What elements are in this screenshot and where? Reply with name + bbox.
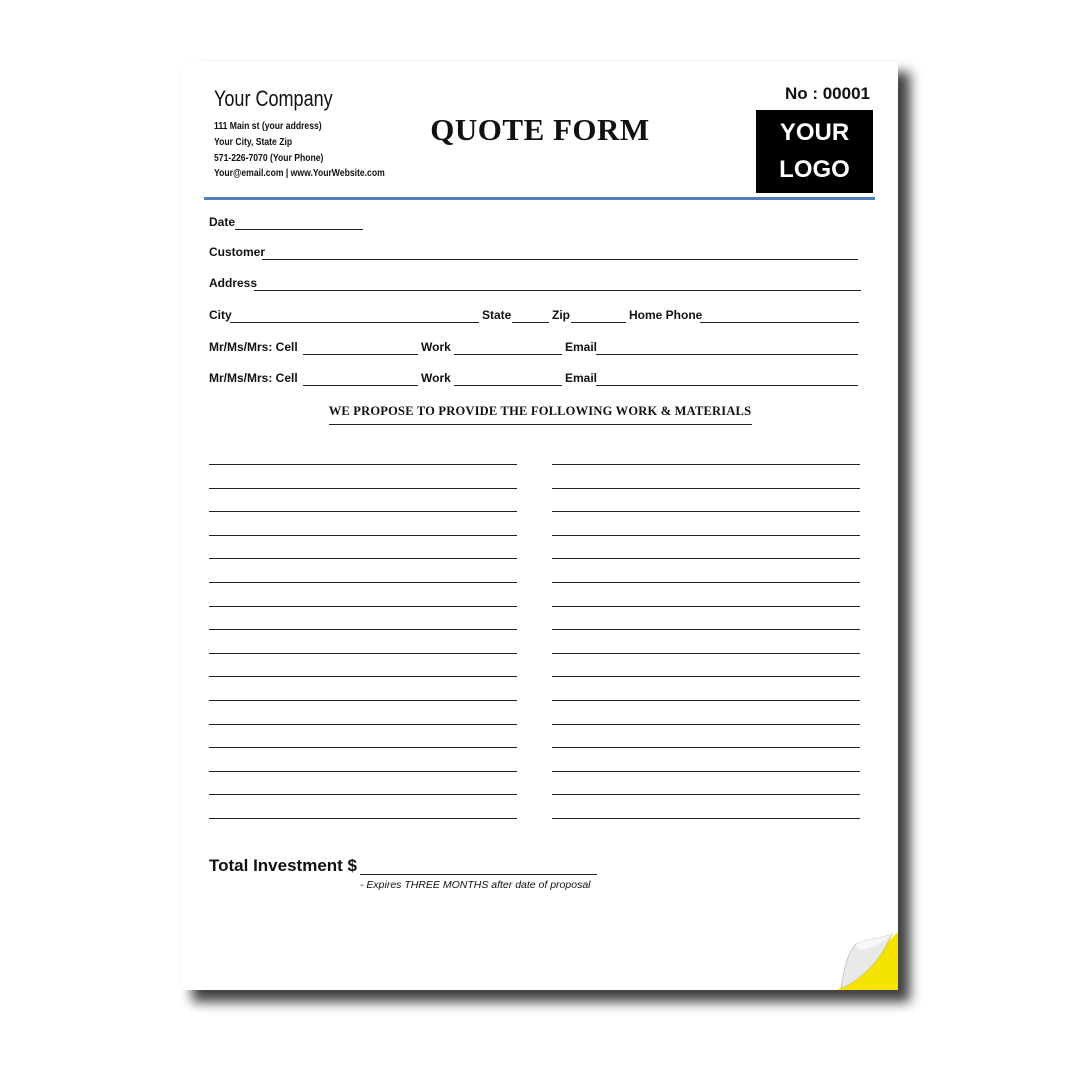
work-line-right[interactable]	[552, 488, 860, 489]
work-field-1[interactable]	[454, 354, 562, 355]
cell-label-2: Mr/Ms/Mrs: Cell	[209, 371, 298, 385]
work-line-right[interactable]	[552, 676, 860, 677]
work-line-right[interactable]	[552, 771, 860, 772]
address-field[interactable]	[254, 290, 861, 291]
state-field[interactable]	[512, 322, 549, 323]
work-line-left[interactable]	[209, 606, 517, 607]
work-line-right[interactable]	[552, 653, 860, 654]
work-materials-lines	[182, 62, 898, 990]
customer-label: Customer	[209, 245, 266, 259]
work-line-left[interactable]	[209, 535, 517, 536]
email-field-1[interactable]	[596, 354, 858, 355]
work-line-right[interactable]	[552, 818, 860, 819]
cell-label-1: Mr/Ms/Mrs: Cell	[209, 340, 298, 354]
company-city: Your City, State Zip	[214, 136, 293, 148]
company-contact: Your@email.com | www.YourWebsite.com	[214, 167, 385, 179]
work-line-right[interactable]	[552, 511, 860, 512]
proposal-heading: WE PROPOSE TO PROVIDE THE FOLLOWING WORK & MATERIALS	[328, 404, 752, 418]
cell-field-1[interactable]	[303, 354, 418, 355]
logo-text-line1: YOUR	[779, 119, 850, 146]
work-line-right[interactable]	[552, 747, 860, 748]
email-label-1: Email	[565, 340, 598, 354]
home-phone-label: Home Phone	[629, 308, 703, 322]
work-line-left[interactable]	[209, 464, 517, 465]
work-line-left[interactable]	[209, 676, 517, 677]
page-curl-corner	[838, 932, 898, 990]
total-investment-label: Total Investment $	[209, 856, 357, 875]
work-line-right[interactable]	[552, 535, 860, 536]
work-line-left[interactable]	[209, 794, 517, 795]
work-line-left[interactable]	[209, 724, 517, 725]
work-line-left[interactable]	[209, 747, 517, 748]
work-field-2[interactable]	[454, 385, 562, 386]
work-line-right[interactable]	[552, 464, 860, 465]
work-line-right[interactable]	[552, 700, 860, 701]
zip-label: Zip	[552, 308, 570, 322]
work-line-right[interactable]	[552, 606, 860, 607]
work-line-left[interactable]	[209, 511, 517, 512]
company-address: 111 Main st (your address)	[214, 120, 322, 132]
city-label: City	[209, 308, 232, 322]
email-field-2[interactable]	[596, 385, 858, 386]
total-investment-field[interactable]	[360, 874, 597, 875]
company-name: Your Company	[214, 86, 333, 111]
form-title: QUOTE FORM	[430, 112, 650, 147]
quote-form-sheet	[182, 62, 898, 990]
work-label-1: Work	[421, 340, 451, 354]
work-label-2: Work	[421, 371, 451, 385]
city-field[interactable]	[230, 322, 479, 323]
work-line-left[interactable]	[209, 629, 517, 630]
date-field[interactable]	[235, 229, 363, 230]
work-line-right[interactable]	[552, 794, 860, 795]
cell-field-2[interactable]	[303, 385, 418, 386]
work-line-left[interactable]	[209, 582, 517, 583]
logo-text-line2: LOGO	[779, 156, 850, 183]
home-phone-field[interactable]	[700, 322, 859, 323]
email-label-2: Email	[565, 371, 598, 385]
work-line-right[interactable]	[552, 724, 860, 725]
work-line-right[interactable]	[552, 582, 860, 583]
logo-placeholder	[756, 110, 873, 193]
proposal-heading-underline	[329, 424, 752, 425]
customer-field[interactable]	[262, 259, 858, 260]
work-line-left[interactable]	[209, 488, 517, 489]
form-number: No : 00001	[784, 84, 870, 103]
state-label: State	[482, 308, 512, 322]
work-line-left[interactable]	[209, 771, 517, 772]
work-line-left[interactable]	[209, 700, 517, 701]
address-label: Address	[209, 276, 258, 290]
header-divider	[204, 197, 875, 200]
date-label: Date	[209, 215, 236, 229]
company-phone: 571-226-7070 (Your Phone)	[214, 152, 324, 164]
expires-note: - Expires THREE MONTHS after date of proposal	[360, 879, 591, 891]
work-line-left[interactable]	[209, 818, 517, 819]
work-line-right[interactable]	[552, 558, 860, 559]
work-line-left[interactable]	[209, 558, 517, 559]
work-line-left[interactable]	[209, 653, 517, 654]
work-line-right[interactable]	[552, 629, 860, 630]
zip-field[interactable]	[571, 322, 626, 323]
